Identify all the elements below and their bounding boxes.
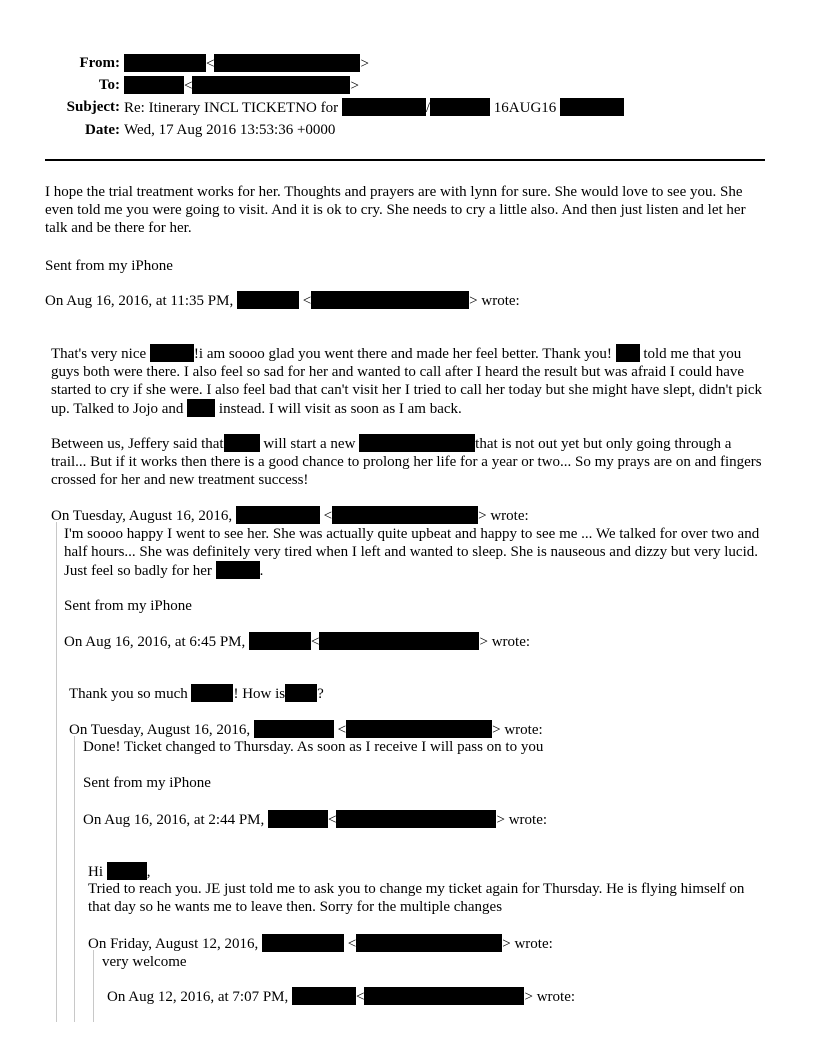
to-label: To: [98,77,120,93]
header-divider [45,159,765,161]
quoted-paragraph: Thank you so much ! How is ? [69,686,324,702]
quote-header: On Aug 16, 2016, at 6:45 PM, < > wrote: [64,634,531,650]
redaction-block [356,934,502,952]
quote-header: On Aug 12, 2016, at 7:07 PM, < > wrote: [107,989,576,1005]
date-label: Date: [85,122,120,138]
sent-from-signature: Sent from my iPhone [64,598,192,614]
redaction-block [214,54,360,72]
quote-header: On Aug 16, 2016, at 11:35 PM, < > wrote: [45,293,520,309]
from-value: < > [124,54,369,73]
redaction-block [336,810,496,828]
quoted-paragraph: Done! Ticket changed to Thursday. As soon as I receive I will pass on to you [83,739,544,755]
redaction-block [124,76,184,94]
quote-bar [56,522,57,1022]
redaction-block [124,54,206,72]
quote-header: On Tuesday, August 16, 2016, < > wrote: [51,508,529,524]
quoted-paragraph: That's very nice !i am soooo glad you went there and made her feel better. Thank you! told me that you guys both were there. I also feel so sad for her and wanted to call after I heard the result but was afraid I could have started to cry if she were. I also feel bad that can't visit her I tried to call her today but she might have slept, didn't pick up. Talked to Jojo and instead. I will visit as soon as I am back. [51,346,763,417]
redaction-block [430,98,490,116]
redaction-block [359,434,475,452]
greeting: Hi , [88,864,151,880]
date-value: Wed, 17 Aug 2016 13:53:36 +0000 [124,122,336,138]
redaction-block [187,399,215,417]
redaction-block [107,862,147,880]
redaction-block [216,561,260,579]
quoted-paragraph: Tried to reach you. JE just told me to ask you to change my ticket again for Thursday. He is flying himself on that day so he wants me to leave then. Sorry for the multiple changes [88,881,745,915]
quoted-paragraph: very welcome [102,954,187,970]
redaction-block [237,291,299,309]
redaction-block [236,506,320,524]
redaction-block [150,344,194,362]
redaction-block [560,98,624,116]
body-paragraph: I hope the trial treatment works for her. Thoughts and prayers are with lynn for sure. She would love to see you. She even told me you were going to visit. And it is ok to cry. She needs to cry a little also. And then just listen and let her talk and be there for her. [45,184,746,236]
redaction-block [342,98,426,116]
quoted-paragraph: I'm soooo happy I went to see her. She was actually quite upbeat and happy to see me ... We talked for over two and half hours... She was definitely very tired when I left and wanted to sleep. She is nauseous and dizzy but very lucid. Just feel so badly for her . [64,526,760,579]
redaction-block [319,632,479,650]
redaction-block [285,684,317,702]
redaction-block [249,632,311,650]
to-value: < > [124,76,359,95]
redaction-block [262,934,344,952]
quote-header: On Aug 16, 2016, at 2:44 PM, < > wrote: [83,812,548,828]
quote-bar [93,950,94,1022]
subject-label: Subject: [66,99,120,115]
quote-header: On Friday, August 12, 2016, < > wrote: [88,936,553,952]
redaction-block [292,987,356,1005]
quote-bar [74,736,75,1022]
redaction-block [191,684,233,702]
redaction-block [224,434,260,452]
sent-from-signature: Sent from my iPhone [83,775,211,791]
redaction-block [254,720,334,738]
subject-value: Re: Itinerary INCL TICKETNO for / 16AUG16 [124,98,624,117]
redaction-block [192,76,350,94]
quoted-paragraph: Between us, Jeffery said that will start a new that is not out yet but only going through a trail... But if it works then there is a good chance to prolong her life for a year or two... So my prays are on and fingers crossed for her and new treatment success! [51,436,762,488]
quote-header: On Tuesday, August 16, 2016, < > wrote: [69,722,543,738]
redaction-block [346,720,492,738]
sent-from-signature: Sent from my iPhone [45,258,173,274]
from-label: From: [79,55,120,71]
redaction-block [364,987,524,1005]
redaction-block [332,506,478,524]
redaction-block [616,344,640,362]
redaction-block [268,810,328,828]
redaction-block [311,291,469,309]
